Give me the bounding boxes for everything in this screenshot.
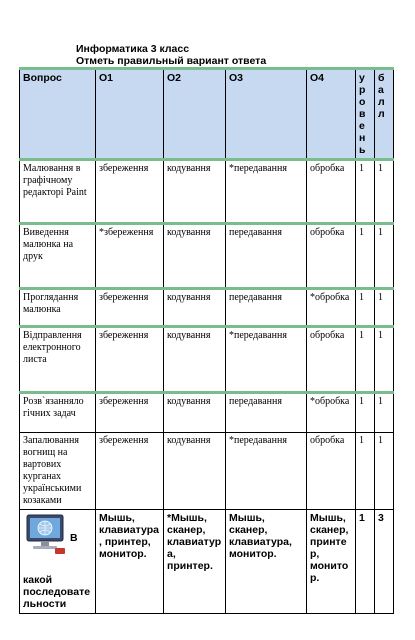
header-level: уровень [356, 69, 375, 160]
table-row [20, 224, 394, 289]
cell-o2: кодування [164, 160, 226, 224]
cell-o1: Мышь, клавиатура, принтер, монитор. [96, 510, 164, 614]
cell-o2: кодування [164, 393, 226, 433]
cell-o4: *обробка [307, 393, 356, 433]
cell-score: 1 [375, 224, 394, 289]
cell-o2: кодування [164, 327, 226, 393]
cell-question: Запалювання вогнищ на вартових курганах українськими козаками [20, 433, 96, 510]
cell-o4: обробка [307, 160, 356, 224]
cell-o2: кодування [164, 433, 226, 510]
cell-question: Виведення малюнка на друк [20, 224, 96, 289]
cell-score: 1 [375, 433, 394, 510]
cell-level: 1 [356, 433, 375, 510]
cell-level: 1 [356, 510, 375, 614]
cell-o1: *збереження [96, 224, 164, 289]
cell-level: 1 [356, 289, 375, 327]
document-title [76, 43, 266, 67]
header-o2: О2 [164, 69, 226, 160]
cell-level: 1 [356, 327, 375, 393]
cell-o1: збереження [96, 327, 164, 393]
cell-o3: Мышь, сканер, клавиатура, монитор. [226, 510, 307, 614]
title-line-2: Отметь правильный вариант ответа [76, 55, 267, 67]
cell-o3: передавання [226, 393, 307, 433]
cell-o1: збереження [96, 433, 164, 510]
cell-o4: обробка [307, 224, 356, 289]
question-start-text: В [70, 532, 78, 544]
quiz-table [19, 67, 394, 614]
header-o4: О4 [307, 69, 356, 160]
table-header-row [20, 69, 394, 160]
cell-level: 1 [356, 160, 375, 224]
header-o1: О1 [96, 69, 164, 160]
cell-question [20, 510, 96, 614]
cell-question: Розв`язанняло гічних задач [20, 393, 96, 433]
title-line-1: Информатика 3 класс [76, 43, 190, 55]
header-score: балл [375, 69, 394, 160]
computer-icon [23, 512, 67, 556]
cell-score: 1 [375, 393, 394, 433]
cell-question: Малювання в графічному редакторі Paint [20, 160, 96, 224]
cell-o3: передавання [226, 289, 307, 327]
cell-o4: обробка [307, 433, 356, 510]
question-rest-text: какой последовательности [23, 574, 91, 610]
cell-score: 3 [375, 510, 394, 614]
cell-o4: Мышь, сканер, принтер, монитор. [307, 510, 356, 614]
cell-o4: обробка [307, 327, 356, 393]
cell-o1: збереження [96, 160, 164, 224]
table-row [20, 510, 394, 614]
cell-o3: *передавання [226, 160, 307, 224]
cell-o2: *Мышь, сканер, клавиатура, принтер. [164, 510, 226, 614]
cell-score: 1 [375, 289, 394, 327]
cell-o3: *передавання [226, 327, 307, 393]
cell-o1: збереження [96, 289, 164, 327]
cell-o4: *обробка [307, 289, 356, 327]
cell-score: 1 [375, 160, 394, 224]
cell-o2: кодування [164, 289, 226, 327]
cell-question: Відправлення електронного листа [20, 327, 96, 393]
table-row [20, 393, 394, 433]
cell-o2: кодування [164, 224, 226, 289]
header-o3: О3 [226, 69, 307, 160]
cell-question: Проглядання малюнка [20, 289, 96, 327]
header-question: Вопрос [20, 69, 96, 160]
table-row [20, 433, 394, 510]
cell-level: 1 [356, 224, 375, 289]
cell-score: 1 [375, 327, 394, 393]
cell-level: 1 [356, 393, 375, 433]
table-row [20, 160, 394, 224]
cell-o1: збереження [96, 393, 164, 433]
table-row [20, 327, 394, 393]
cell-o3: *передавання [226, 433, 307, 510]
cell-o3: передавання [226, 224, 307, 289]
table-row [20, 289, 394, 327]
